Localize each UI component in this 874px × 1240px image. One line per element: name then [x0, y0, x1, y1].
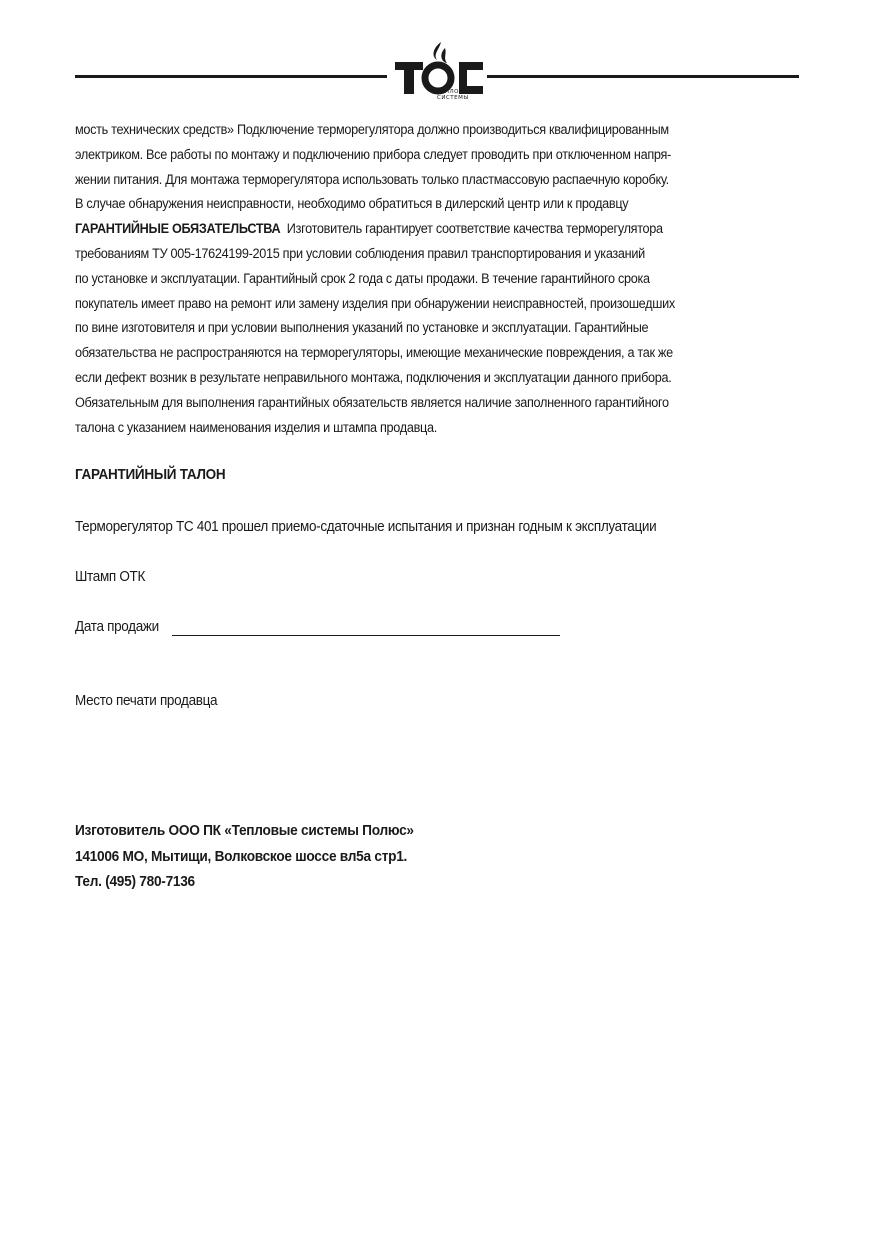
body-line: В случае обнаружения неисправности, необходимо обратиться в дилерский центр или к продавцу [75, 195, 629, 212]
manufacturer-phone: Тел. (495) 780-7136 [75, 873, 195, 890]
manufacturer-address: 141006 МО, Мытищи, Волковское шоссе вл5а стр1. [75, 847, 408, 865]
warranty-heading: ГАРАНТИЙНЫЕ ОБЯЗАТЕЛЬСТВА [75, 220, 281, 237]
warranty-line: покупатель имеет право на ремонт или замену изделия при обнаружении неисправностей, произошедших [75, 294, 675, 311]
logo-caption-line1: ТЕПЛОВЫЕ [437, 89, 473, 95]
manufacturer-name: Изготовитель ООО ПК «Тепловые системы Полюс» [75, 822, 414, 839]
warranty-line: по установке и эксплуатации. Гарантийный срок 2 года с даты продажи. В течение гарантийного срока [75, 269, 650, 286]
sale-date-label: Дата продажи [75, 618, 159, 635]
body-line: мость технических средств» Подключение терморегулятора должно производиться квалифицированным [75, 121, 669, 137]
warranty-line: талона с указанием наименования изделия и штампа продавца. [75, 418, 437, 435]
warranty-line: обязательства не распространяются на терморегуляторы, имеющие механические повреждения, а так же [75, 344, 673, 361]
sale-date-field [75, 618, 168, 636]
warranty-line: если дефект возник в результате неправильного монтажа, подключения и эксплуатации данного прибора. [75, 368, 672, 385]
header-rule-right [487, 75, 799, 78]
header-rule-left [75, 75, 387, 78]
warranty-first-text: Изготовитель гарантирует соответствие качества терморегулятора [286, 220, 663, 237]
warranty-line: требованиям ТУ 005-17624199-2015 при условии соблюдения правил транспортирования и указаний [75, 244, 645, 261]
page-header [75, 38, 799, 108]
instructions-text [75, 117, 732, 439]
body-line: электриком. Все работы по монтажу и подключению прибора следует проводить при отключенном напря- [75, 145, 671, 162]
warranty-first-line [75, 216, 732, 241]
manufacturer-block [75, 818, 414, 895]
warranty-line: Обязательным для выполнения гарантийных обязательств является наличие заполненного гарантийного [75, 393, 669, 410]
logo-caption-line2: СИСТЕМЫ [437, 95, 469, 101]
stamp-label: Штамп ОТК [75, 568, 146, 585]
sale-date-underline [172, 635, 560, 636]
body-line: жении питания. Для монтажа терморегулятора использовать только пластмассовую распаечную коробку. [75, 170, 669, 187]
acceptance-statement: Терморегулятор ТС 401 прошел приемо-сдаточные испытания и признан годным к эксплуатации [75, 518, 657, 535]
seller-seal-label: Место печати продавца [75, 692, 218, 709]
warranty-line: по вине изготовителя и при условии выполнения указаний по установке и эксплуатации. Гарантийные [75, 319, 649, 336]
logo-caption [437, 89, 485, 101]
coupon-title: ГАРАНТИЙНЫЙ ТАЛОН [75, 466, 226, 483]
